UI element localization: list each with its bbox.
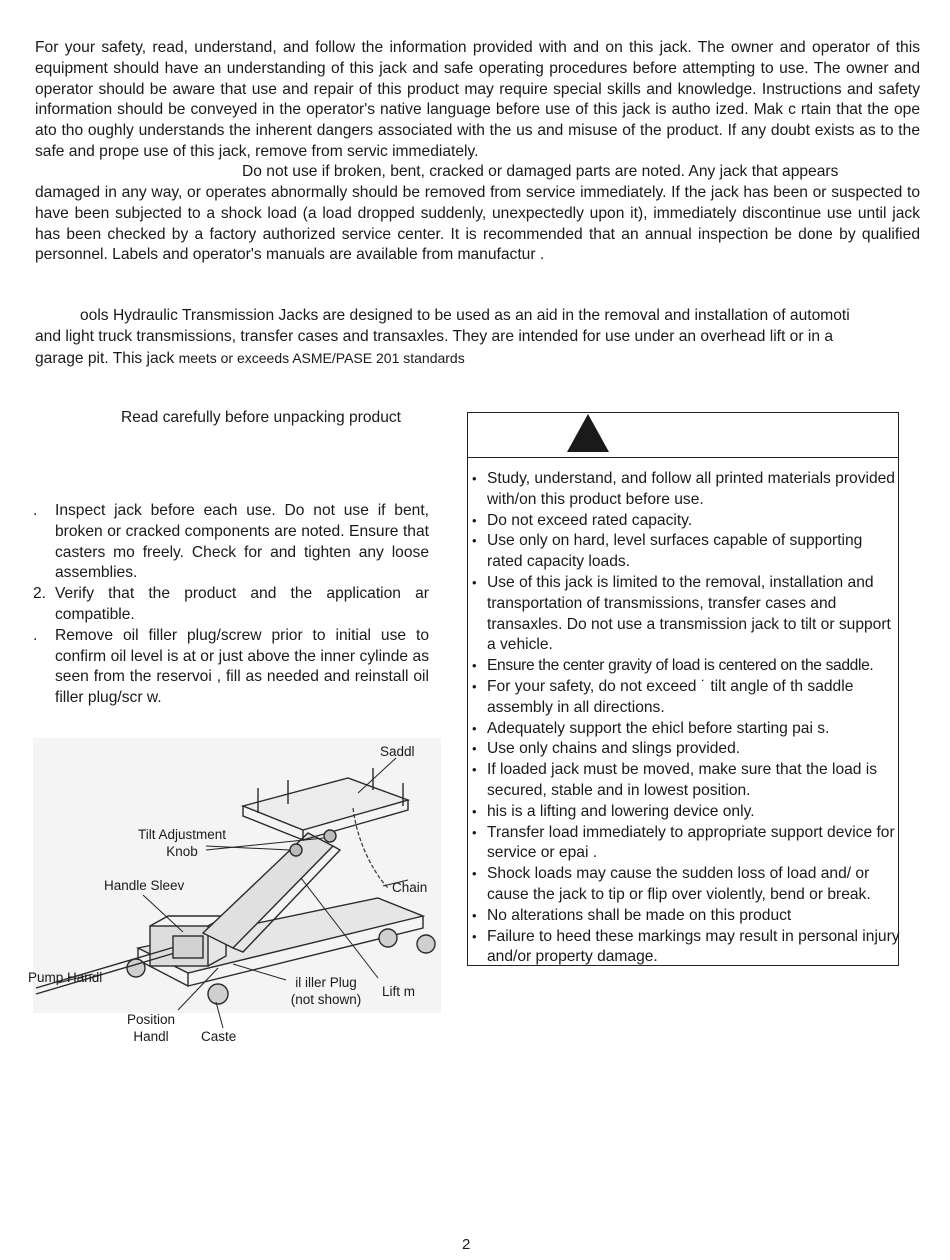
warning-item: • Use of this jack is limited to the removal, installation and transportation of transmissions, transfer cases and transaxles. Do not use a transmission jack to tilt or support a vehicle. (472, 573, 900, 656)
label-position-line-1: Position (126, 1012, 176, 1027)
purpose-line-3 (35, 348, 920, 370)
label-tilt-adjustment-knob (128, 826, 236, 860)
label-position-line-2: Handl (133, 1029, 169, 1044)
purpose-line-3-start: garage pit. This jack (35, 350, 179, 367)
purpose-line-1: ools Hydraulic Transmission Jacks are designed to be used as an aid in the removal and installation of automoti (80, 307, 850, 324)
label-lift-arm: Lift m (382, 984, 416, 999)
warning-item: • Use only on hard, level surfaces capable of supporting rated capacity loads. (472, 531, 900, 573)
label-tilt-line-1: Tilt Adjustment (137, 827, 227, 842)
warning-item: • Adequately support the ehicl before starting pai s. (472, 719, 900, 740)
warning-item: • his is a lifting and lowering device only. (472, 802, 900, 823)
preparation-step (33, 584, 429, 626)
warning-item: • Do not exceed rated capacity. (472, 511, 900, 532)
transmission-jack-illustration (28, 738, 448, 1048)
inspection-lead-text: Do not use if broken, bent, cracked or damaged parts are noted. Any jack that appears (242, 163, 839, 180)
warning-item: • Failure to heed these markings may result in personal injury and/or property damage. (472, 927, 900, 969)
warning-item: • Study, understand, and follow all printed materials provided with/on this product before use. (472, 469, 900, 511)
warning-triangle-icon (567, 414, 609, 452)
preparation-subtitle: Read carefully before unpacking product (121, 409, 401, 426)
label-caster: Caste (201, 1029, 237, 1044)
standards-text: meets or exceeds ASME/PASE 201 standards (178, 350, 465, 366)
warning-item: • Use only chains and slings provided. (472, 739, 900, 760)
label-oil-line-1: il iller Plug (295, 975, 357, 990)
label-saddle: Saddl (380, 744, 415, 759)
purpose-line-2: and light truck transmissions, transfer cases and transaxles. They are intended for use under an overhead lift or in a (35, 328, 834, 345)
warning-box (467, 412, 899, 966)
inspection-paragraph: damaged in any way, or operates abnormally should be removed from service immediately. If the jack has been or suspected to have been subjected to a shock load (a load dropped suddenly, unexpectedly upon it), immediately discontinue use until jack has been checked by a factory authorized service center. It is recommended that an annual inspection be done by qualified personnel. Labels and operator's manuals are available from manufactur . (35, 184, 920, 264)
step-text: Verify that the product and the application ar compatible. (55, 585, 429, 623)
warning-item: • For your safety, do not exceed ˙ tilt angle of th saddle assembly in all directions. (472, 677, 900, 719)
step-number: 2. (33, 585, 47, 603)
step-text: Inspect jack before each use. Do not use if bent, broken or cracked components are noted. Ensure that casters mo freely. Check for and tighten any loose assemblies. (55, 502, 429, 582)
label-chain: Chain (392, 880, 428, 895)
label-tilt-line-2: Knob (166, 844, 198, 859)
label-pump-handle: Pump Handl (28, 970, 103, 985)
warning-item: • Ensure the center gravity of load is centered on the saddle. (472, 656, 900, 677)
warning-header (468, 413, 898, 458)
warning-list (472, 469, 900, 968)
warning-item: • If loaded jack must be moved, make sure that the load is secured, stable and in lowest position. (472, 760, 900, 802)
page-number: 2 (462, 1236, 471, 1253)
preparation-steps (33, 501, 429, 709)
preparation-step (33, 626, 429, 709)
label-handle-sleeve: Handle Sleev (104, 878, 185, 893)
warning-item: • Shock loads may cause the sudden loss of load and/ or cause the jack to tip or flip over violently, bend or break. (472, 864, 900, 906)
step-number: . (33, 626, 38, 644)
step-text: Remove oil filler plug/screw prior to initial use to confirm oil level is at or just above the inner cylinde as seen from the reservoi , fill as needed and reinstall oil filler plug/scr w. (55, 626, 429, 707)
warning-item: • Transfer load immediately to appropriate support device for service or epai . (472, 823, 900, 865)
preparation-step (33, 501, 429, 584)
label-position-handle (116, 1011, 186, 1045)
warning-item: • No alterations shall be made on this product (472, 906, 900, 927)
intro-paragraph: For your safety, read, understand, and follow the information provided with and on this jack. The owner and operator of this equipment should have an understanding of this jack and safe operating procedures before attempting to use. The owner and operator should be aware that use and repair of this product may require special skills and knowledge. Instructions and safety information should be conveyed in the operator's native language before use of this jack is autho ized. Mak c rtain that the ope ato tho oughly understands the inherent dangers associated with the us and misuse of the product. If any doubt exists as to the safe and prope use of this jack, remove from servic immediately. (35, 39, 920, 160)
label-oil-filler-plug (280, 974, 372, 1008)
label-oil-line-2: (not shown) (290, 992, 362, 1007)
step-number: . (33, 502, 38, 519)
jack-diagram (28, 738, 448, 1048)
